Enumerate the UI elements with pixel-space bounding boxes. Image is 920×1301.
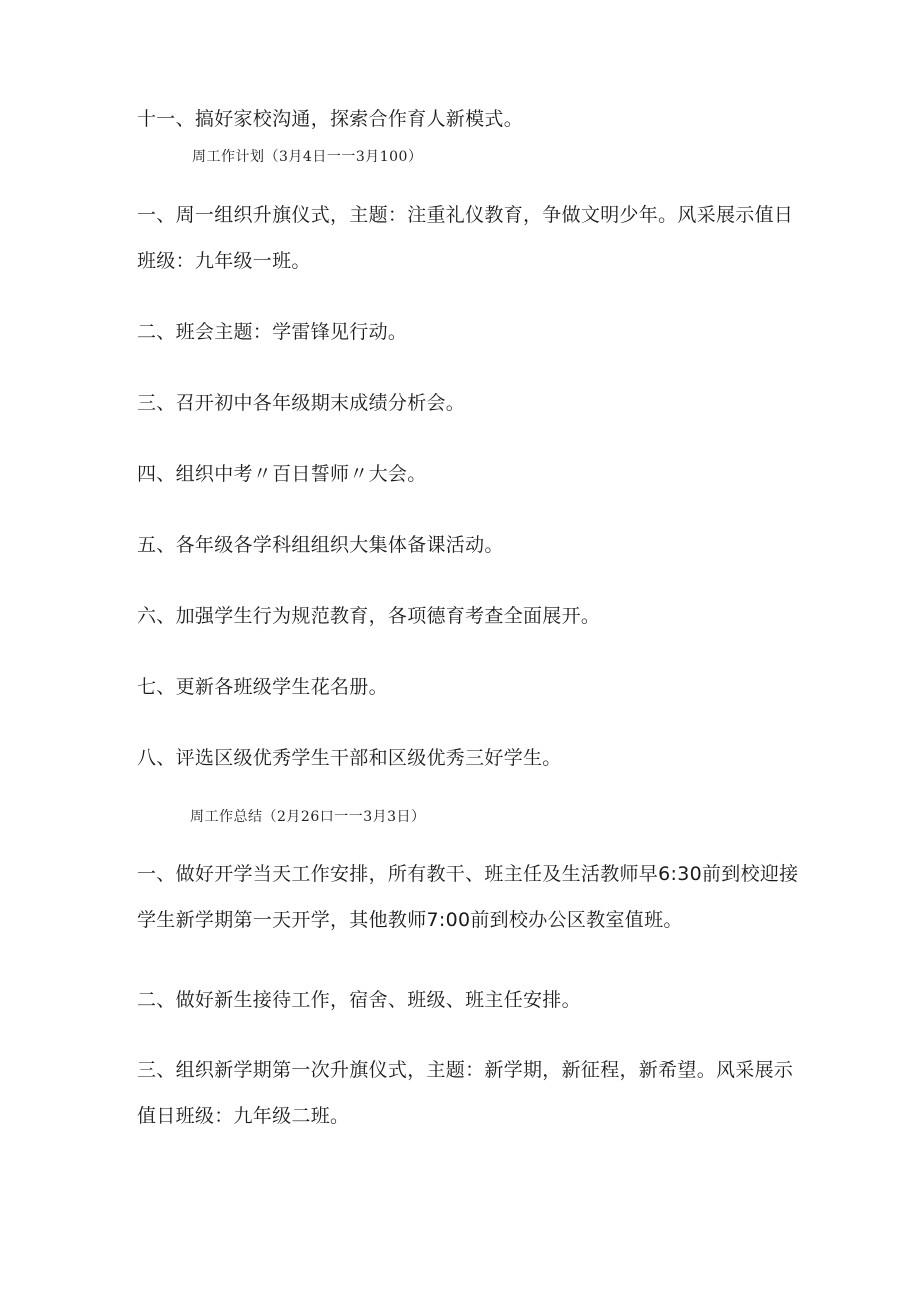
plan-item-5: 五、各年级各学科组组织大集体备课活动。	[137, 534, 504, 556]
plan-item-6: 六、加强学生行为规范教育，各项德育考查全面展开。	[137, 605, 601, 627]
summary-item-1-line-2: 学生新学期第一天开学，其他教师7:00前到校办公区教室值班。	[137, 909, 683, 931]
summary-item-1-line-1: 一、做好开学当天工作安排，所有教干、班主任及生活教师早6:30前到校迎接	[137, 863, 799, 885]
summary-item-3-line-2: 值日班级：九年级二班。	[137, 1105, 350, 1127]
plan-item-1-line-2: 班级：九年级一班。	[137, 250, 311, 272]
summary-item-2: 二、做好新生接待工作，宿舍、班级、班主任安排。	[137, 989, 581, 1011]
plan-item-4: 四、组织中考〃百日誓师〃大会。	[137, 463, 427, 485]
weekly-plan-heading: 周工作计划（3月4日一一3月100）	[192, 149, 423, 165]
item-eleven: 十一、搞好家校沟通，探索合作育人新模式。	[137, 108, 524, 130]
plan-item-1-line-1: 一、周一组织升旗仪式，主题：注重礼仪教育，争做文明少年。风采展示值日	[137, 204, 794, 226]
summary-item-3-line-1: 三、组织新学期第一次升旗仪式，主题：新学期，新征程，新希望。风采展示	[137, 1059, 794, 1081]
plan-item-2: 二、班会主题：学雷锋见行动。	[137, 321, 408, 343]
plan-item-8: 八、评选区级优秀学生干部和区级优秀三好学生。	[137, 747, 562, 769]
weekly-summary-heading: 周工作总结（2月26口一一3月3日）	[190, 809, 426, 825]
plan-item-7: 七、更新各班级学生花名册。	[137, 676, 388, 698]
plan-item-3: 三、召开初中各年级期末成绩分析会。	[137, 392, 466, 414]
